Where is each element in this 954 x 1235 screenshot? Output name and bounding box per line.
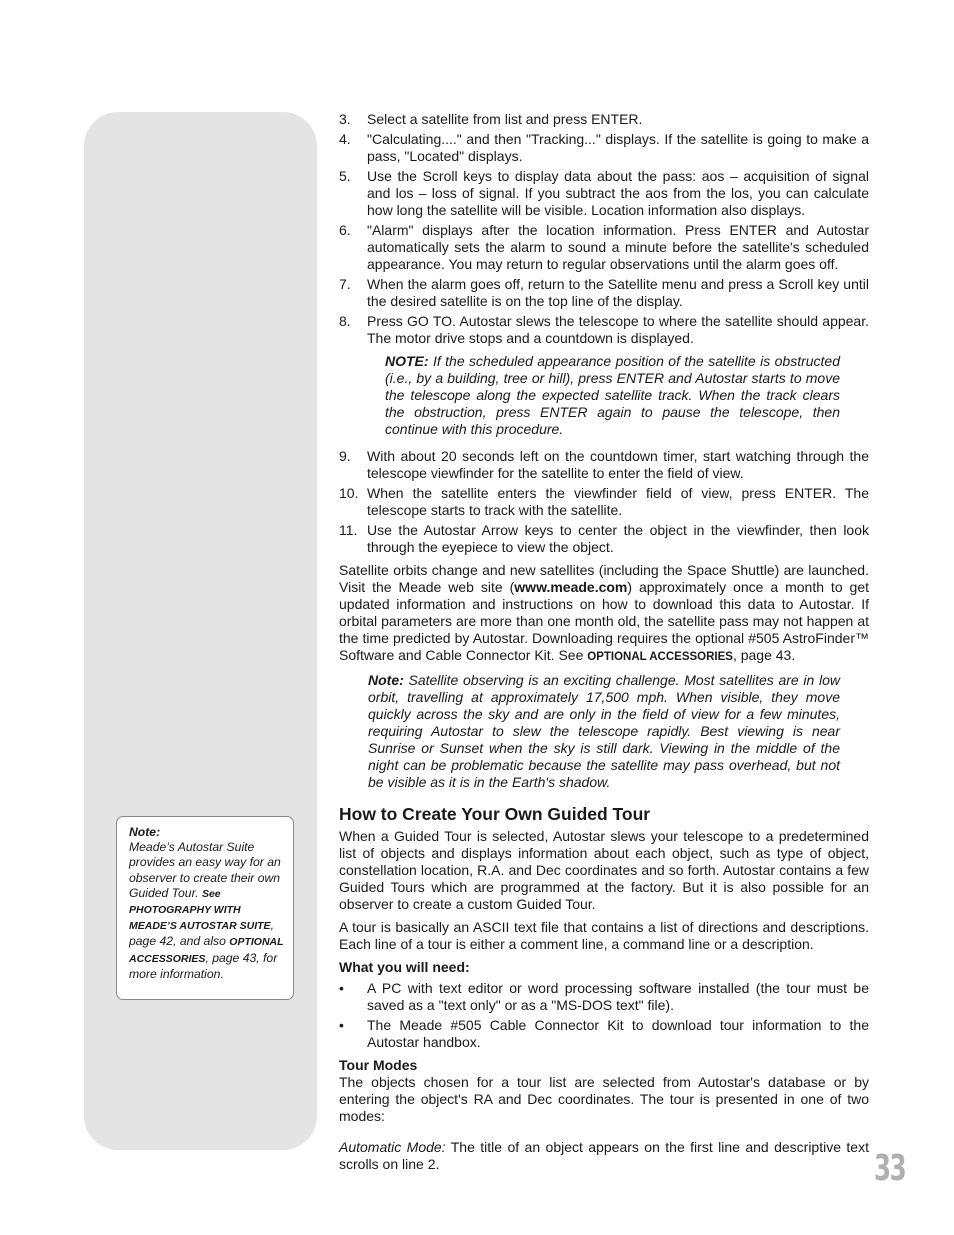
step-item: 4. "Calculating...." and then "Tracking..." displays. If the satellite is going to make a pass, "Located" displays. (339, 131, 869, 164)
step-item: 6. "Alarm" displays after the location information. Press ENTER and Autostar automatically sets the alarm to sound a minute before the satellite's scheduled appearance. You may return to regular observations until the alarm goes off. (339, 222, 869, 272)
sidebar-note-text: Meade’s Autostar Suite provides an easy way for an observer to create their own Guided Tour. (129, 840, 281, 900)
guided-tour-paragraph: When a Guided Tour is selected, Autostar slews your telescope to a predetermined list of objects and displays information about each object, such as type of object, constellation location, R.A. and Dec coordinates and so forth. Autostar contains a few Guided Tours which are programmed at the factory. But it is also possible for an observer to create a custom Guided Tour. (339, 828, 869, 912)
step-item: 11. Use the Autostar Arrow keys to center the object in the viewfinder, then look through the eyepiece to view the object. (339, 522, 869, 555)
step-item: 7. When the alarm goes off, return to the Satellite menu and press a Scroll key until the desired satellite is on the top line of the display. (339, 276, 869, 309)
what-you-need-heading: What you will need: (339, 959, 470, 975)
tour-file-paragraph: A tour is basically an ASCII text file that contains a list of directions and descriptions. Each line of a tour is either a comment line, a command line or a description. (339, 919, 869, 952)
page-number: 33 (874, 1148, 906, 1189)
tour-modes-paragraph: The objects chosen for a tour list are selected from Autostar's database or by entering the object's RA and Dec coordinates. The tour is presented in one of two modes: (339, 1074, 869, 1124)
steps-list-b (339, 448, 869, 556)
meade-website-link[interactable]: www.meade.com (514, 579, 628, 595)
step-item: 9. With about 20 seconds left on the countdown timer, start watching through the telescope viewfinder for the satellite to enter the field of view. (339, 448, 869, 481)
orbits-paragraph: Satellite orbits change and new satellites (including the Space Shuttle) are launched. Visit the Meade web site (www.meade.com) approximately once a month to get updated information and instructions on how to download this data to Autostar. If orbital parameters are more than one month old, the satellite pass may not happen at the time predicted by Autostar. Downloading requires the optional #505 AstroFinder™ Software and Cable Connector Kit. See OPTIONAL ACCESSORIES, page 43. (339, 562, 870, 663)
steps-list-a (339, 111, 869, 347)
automatic-mode-paragraph: Automatic Mode: The title of an object appears on the first line and descriptive text scrolls on line 2. (339, 1139, 869, 1172)
list-item: • The Meade #505 Cable Connector Kit to download tour information to the Autostar handbox. (339, 1017, 869, 1050)
step-item: 10. When the satellite enters the viewfinder field of view, press ENTER. The telescope starts to track with the satellite. (339, 485, 869, 518)
sidebar-note-see-ref: See PHOTOGRAPHY WITH MEADE’S AUTOSTAR SUITE (129, 887, 271, 933)
section-heading: How to Create Your Own Guided Tour (339, 804, 651, 824)
accessories-ref: OPTIONAL ACCESSORIES (587, 651, 733, 663)
satellite-observing-note: Note: Satellite observing is an exciting challenge. Most satellites are in low orbit, travelling at approximately 17,500 mph. When visible, they move quickly across the sky and are only in the field of view for a few minutes, requiring Autostar to slew the telescope rapidly. Best viewing is near Sunrise or Sunset when the sky is still dark. Viewing in the middle of the night can be problematic because the satellite may pass overhead, but not be visible as it is in the Earth's shadow. (368, 672, 840, 790)
list-item: • A PC with text editor or word processing software installed (the tour must be saved as a "text only" or as a "MS-DOS text" file). (339, 980, 869, 1013)
step-item: 3. Select a satellite from list and press ENTER. (339, 111, 643, 127)
sidebar-note-box (116, 816, 294, 1000)
sidebar-note-title: Note: (129, 825, 161, 839)
requirements-list (339, 980, 869, 1051)
step-item: 5. Use the Scroll keys to display data about the pass: aos – acquisition of signal and los – loss of signal. If you subtract the aos from the los, you can calculate how long the satellite will be visible. Location information also displays. (339, 168, 869, 218)
sidebar-note-text-3: , page 43, for more information. (129, 950, 278, 981)
sidebar-note-text-2: , page 42, and also (129, 918, 274, 949)
step-item: 8. Press GO TO. Autostar slews the telescope to where the satellite should appear. The motor drive stops and a countdown is displayed. (339, 313, 869, 346)
tour-modes-heading: Tour Modes (339, 1057, 418, 1073)
sidebar-note-accessories-ref: OPTIONAL ACCESSORIES (129, 936, 284, 965)
main-column (339, 111, 869, 1179)
obstruction-note: NOTE: If the scheduled appearance position of the satellite is obstructed (i.e., by a building, tree or hill), press ENTER and Autostar starts to move the telescope along the expected satellite track. When the track clears the obstruction, press ENTER again to pause the telescope, then continue with this procedure. (385, 353, 840, 437)
